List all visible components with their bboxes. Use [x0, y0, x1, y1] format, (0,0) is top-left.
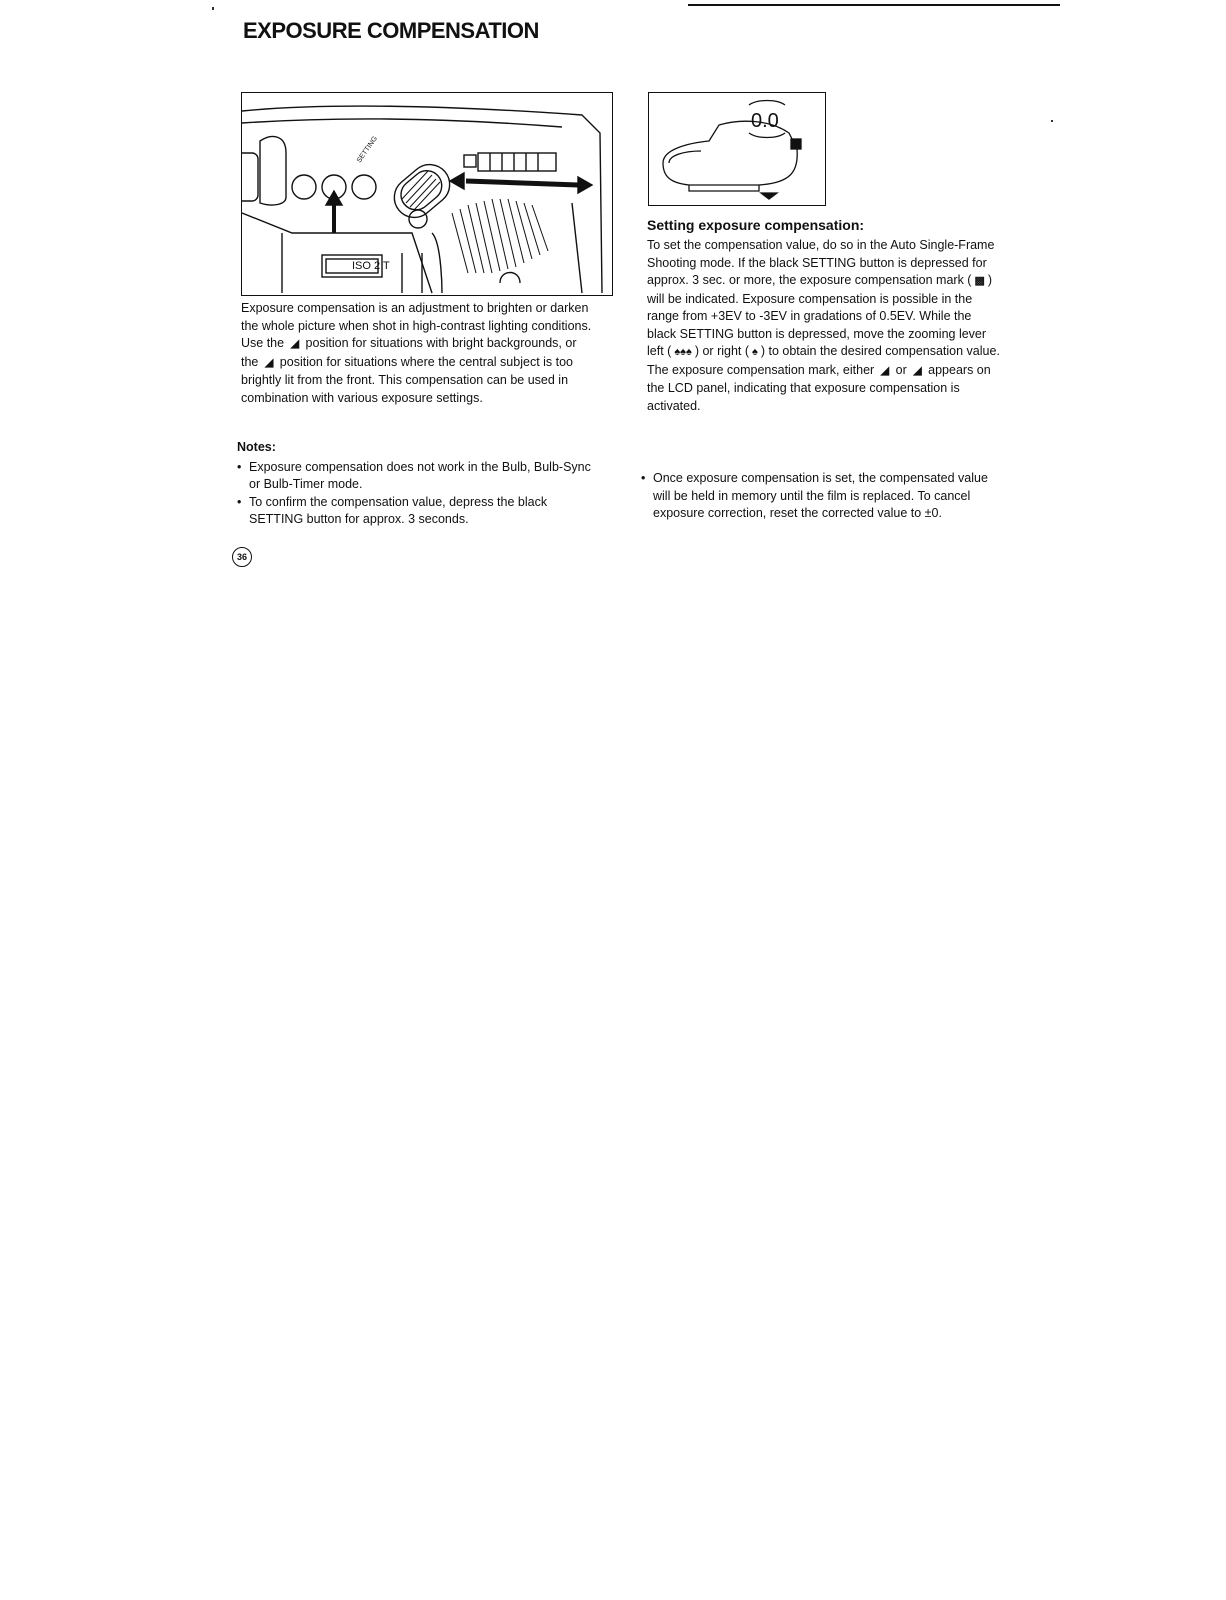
setting-part-5: The exposure compensation mark, either [647, 362, 878, 377]
setting-part-1: To set the compensation value, do so in the Auto Single-Frame Shooting mode. If the black SETTING button is depressed for approx. 3 sec. or more, the exposure compensation mark ( [647, 238, 995, 287]
zoom-wide-icon: ♠♠♠ [674, 346, 692, 358]
intro-paragraph [241, 300, 593, 407]
page-title: EXPOSURE COMPENSATION [243, 18, 539, 43]
intro-part-2: position for situations with bright backgrounds, or the [241, 336, 577, 369]
camera-top-diagram [241, 92, 613, 296]
minus-compensation-icon: ◢ [264, 356, 274, 369]
stray-dot [1051, 120, 1053, 122]
setting-part-7: appears on the LCD panel, indicating that exposure compensation is activated. [647, 362, 991, 413]
zoom-tele-icon: ♠ [752, 346, 758, 358]
compensation-mark-icon: ▩ [974, 275, 985, 287]
plus-compensation-icon: ◢ [290, 338, 300, 350]
setting-heading: Setting exposure compensation: [647, 217, 865, 233]
margin-tick [212, 7, 214, 10]
setting-part-6: or [892, 362, 911, 377]
setting-paragraph [647, 237, 1003, 415]
notes-list [237, 459, 597, 529]
lcd-panel-diagram [648, 92, 826, 206]
page-number: 36 [232, 547, 252, 567]
note-item: • To confirm the compensation value, depress the black SETTING button for approx. 3 seconds. [237, 494, 597, 528]
plus-compensation-icon: ◢ [880, 364, 890, 377]
camera-top-illustration [242, 93, 612, 295]
setting-note-item: • Once exposure compensation is set, the compensated value will be held in memory until the film is replaced. To cancel exposure correction, reset the corrected value to ±0. [641, 470, 1001, 523]
lcd-value: 0.0 [751, 110, 779, 132]
notes-heading: Notes: [237, 440, 276, 454]
minus-compensation-icon: ◢ [913, 364, 922, 377]
setting-part-3: ) or right ( [694, 344, 750, 358]
setting-part-2: ) will be indicated. Exposure compensation is possible in the range from +3EV to -3EV in gradations of 0.5EV. While the black SETTING button is depressed, move the zooming lever left ( [647, 273, 993, 358]
lcd-panel-illustration [649, 93, 825, 205]
setting-part-4: ) to obtain the desired compensation value. [760, 344, 1000, 358]
setting-label: SETTING [355, 135, 380, 165]
intro-part-3: position for situations where the central subject is too brightly lit from the front. This compensation can be used in combination with various exposure settings. [241, 354, 574, 405]
intro-part-1: Exposure compensation is an adjustment to brighten or darken the whole picture when shot in high-contrast lighting conditions. Use the [241, 301, 592, 350]
lcd-readout: ISO 2 T [352, 260, 390, 272]
note-item: • Exposure compensation does not work in the Bulb, Bulb-Sync or Bulb-Timer mode. [237, 459, 597, 493]
header-rule [688, 4, 1060, 6]
setting-notes-list [641, 470, 1001, 523]
